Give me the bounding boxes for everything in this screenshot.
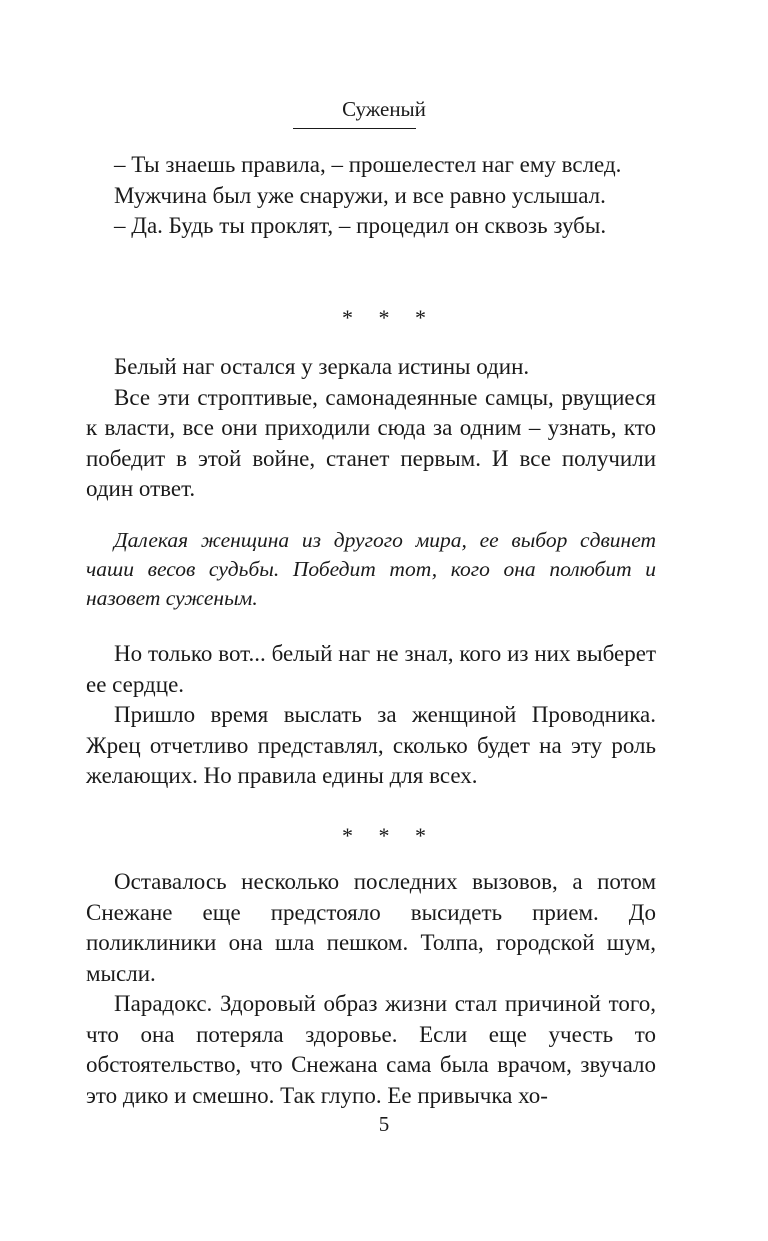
paragraph: Все эти строптивые, самонадеянные самцы, рвущиеся к власти, все они приходили сюда за одним – узнать, кто победит в этой войне, станет первым. И все получили один ответ. [86, 384, 656, 501]
italic-paragraph: Далекая женщина из другого мира, ее выбор сдвинет чаши весов судьбы. Победит тот, кого она полюбит и назовет суженым. [86, 528, 656, 610]
paragraph: Но только вот... белый наг не знал, кого из них выберет ее сердце. [86, 641, 656, 697]
page-number: 5 [378, 1112, 390, 1136]
section-2 [86, 352, 656, 505]
paragraph: Оставалось несколько последних вызовов, а потом Снежане еще предстояло высидеть прием. До поликлиники она шла пешком. Толпа, городской шум, мысли. [86, 869, 656, 986]
paragraph: Парадокс. Здоровый образ жизни стал причиной того, что она потеряла здоровье. Если еще учесть то обстоятельство, что Снежана сама была врачом, звучало это дико и смешно. Так глупо. Ее привычка хо- [86, 991, 656, 1108]
section-separator: * * * [342, 305, 436, 330]
header-rule [293, 128, 416, 129]
section-1 [86, 150, 656, 242]
paragraph: Мужчина был уже снаружи, и все равно услышал. [114, 182, 606, 208]
paragraph: Белый наг остался у зеркала истины один. [114, 354, 530, 379]
paragraph: Пришло время выслать за женщиной Проводника. Жрец отчетливо представлял, сколько будет на эту роль желающих. Но правила едины для всех. [86, 702, 656, 788]
section-3 [86, 867, 656, 1111]
paragraph: – Да. Будь ты проклят, – процедил он сквозь зубы. [114, 213, 607, 238]
section-2-continued [86, 639, 656, 792]
running-title: Суженый [342, 97, 426, 121]
paragraph: – Ты знаешь правила, – прошелестел наг ему вслед. [114, 152, 622, 177]
section-separator: * * * [342, 823, 436, 848]
prophecy-italic [86, 526, 656, 613]
